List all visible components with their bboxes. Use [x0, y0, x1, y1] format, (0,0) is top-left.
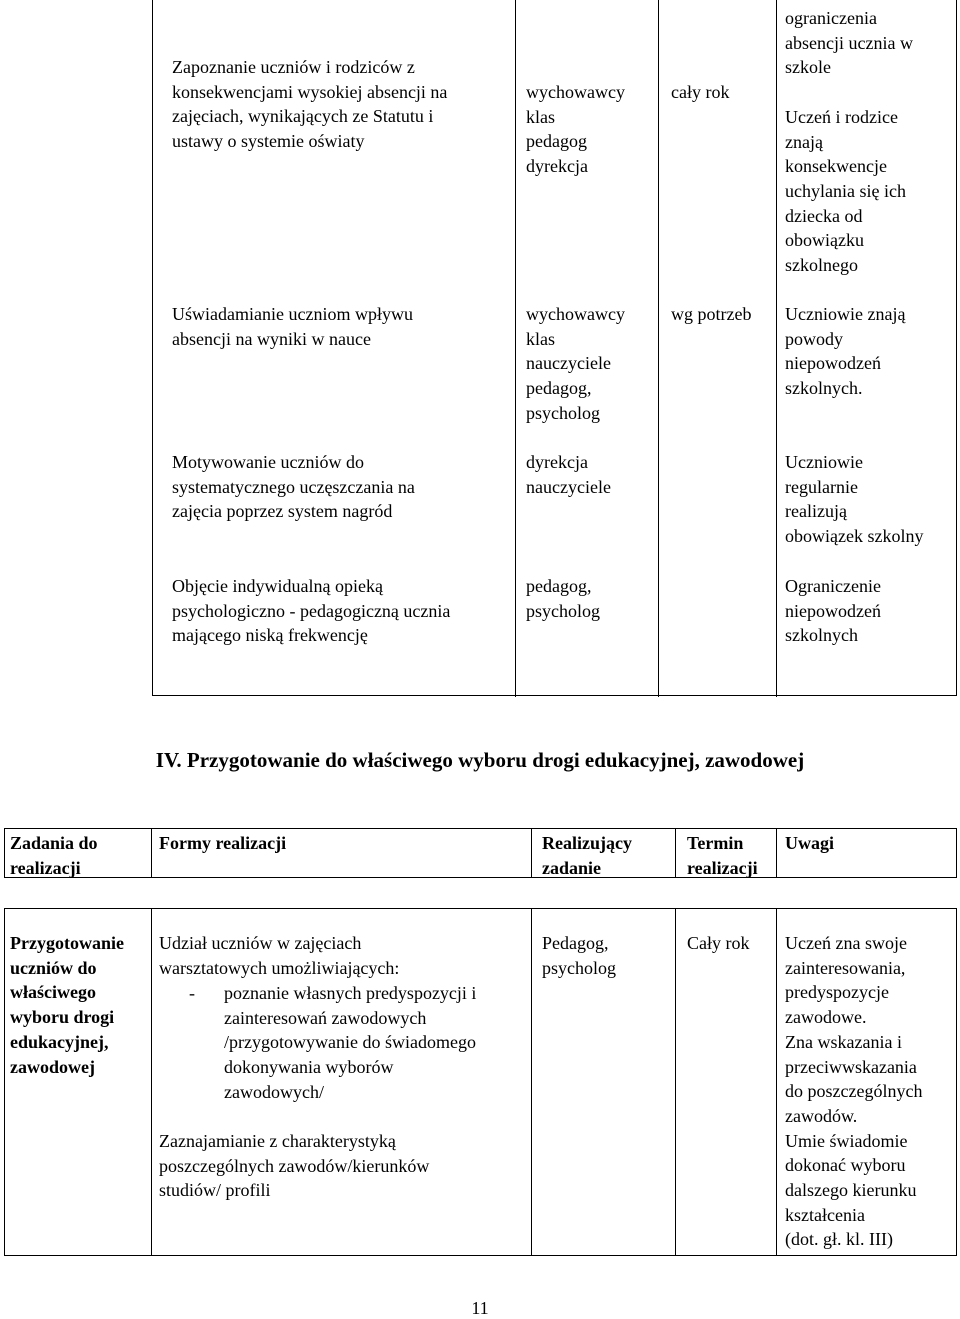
text-line: konsekwencje [785, 156, 887, 177]
text-line: zainteresowania, [785, 957, 906, 978]
text-line: realizacji [687, 857, 758, 878]
body-forms-extra [159, 1129, 429, 1203]
body-task-cell [10, 931, 124, 1079]
text-line: zawodowe. [785, 1007, 867, 1028]
text-line: Uczeń zna swoje [785, 933, 907, 953]
text-line: cały rok [671, 82, 730, 102]
bullet-marker: - [189, 983, 195, 1003]
header-table-divider [776, 829, 777, 877]
text-line: obowiązek szkolny [785, 526, 924, 547]
task-cell-4 [172, 574, 450, 648]
text-line: Pedagog, [542, 933, 609, 953]
text-line: do poszczególnych [785, 1081, 923, 1102]
text-line: klas [526, 328, 555, 349]
text-line: nauczyciele [526, 476, 611, 497]
text-line: poznanie własnych predyspozycji i [224, 983, 477, 1003]
text-line: dziecka od [785, 205, 863, 226]
header-table-divider [151, 829, 152, 877]
text-line: zajęcia poprzez system nagród [172, 501, 393, 522]
text-line: szkolnego [785, 255, 858, 276]
top-table-divider [658, 0, 659, 697]
text-line: wg potrzeb [671, 304, 752, 324]
body-table-divider [151, 909, 152, 1255]
text-line: pedagog [526, 131, 587, 152]
header-responsible [542, 831, 632, 880]
text-line: konsekwencjami wysokiej absencji na [172, 81, 448, 102]
text-line: zainteresowań zawodowych [224, 1007, 427, 1028]
text-line: Przygotowanie [10, 933, 124, 953]
text-line: Udział uczniów w zajęciach [159, 933, 362, 953]
text-line: Zadania do [10, 833, 98, 853]
body-table-divider [776, 909, 777, 1255]
text-line: niepowodzeń [785, 353, 881, 374]
text-line: zawodowych/ [224, 1081, 324, 1102]
text-line: Cały rok [687, 933, 750, 953]
text-line: kształcenia [785, 1204, 865, 1225]
text-line: zajęciach, wynikających ze Statutu i [172, 106, 434, 127]
header-tasks [10, 831, 98, 880]
notes-cell-3 [785, 450, 923, 549]
body-table-divider [675, 909, 676, 1255]
responsible-cell-3 [526, 450, 611, 499]
text-line: absencji na wyniki w nauce [172, 328, 371, 349]
text-line: Ograniczenie [785, 576, 881, 596]
text-line: zawodów. [785, 1105, 858, 1126]
text-line: pedagog, [526, 576, 592, 596]
body-forms-intro [159, 931, 399, 980]
text-line: Motywowanie uczniów do [172, 452, 364, 472]
notes-cell-2 [785, 302, 905, 401]
text-line: psychologiczno - pedagogiczną ucznia [172, 600, 451, 621]
text-line: klas [526, 106, 555, 127]
responsible-cell-4 [526, 574, 600, 623]
text-line: psycholog [542, 957, 616, 978]
text-line: szkole [785, 57, 831, 78]
task-cell-3 [172, 450, 415, 524]
header-notes [785, 831, 834, 856]
body-notes-cell [785, 931, 922, 1252]
text-line: psycholog [526, 600, 600, 621]
text-line: Uczeń i rodzice [785, 106, 898, 127]
text-line: Uczniowie [785, 452, 863, 472]
text-line: studiów/ profili [159, 1180, 271, 1201]
text-line: mającego niską frekwencję [172, 625, 368, 646]
text-line: Zaznajamianie z charakterystyką [159, 1131, 396, 1151]
text-line: psycholog [526, 402, 600, 423]
text-line: Zna wskazania i [785, 1031, 902, 1052]
text-line: zawodowej [10, 1056, 95, 1077]
text-line: realizacji [10, 857, 81, 878]
text-line: niepowodzeń [785, 600, 881, 621]
term-cell-1 [671, 80, 729, 105]
text-line: realizują [785, 501, 847, 522]
text-line: szkolnych [785, 625, 858, 646]
text-line: przeciwwskazania [785, 1056, 917, 1077]
text-line: Realizujący [542, 833, 632, 853]
text-line: ograniczenia [785, 8, 877, 28]
text-line: Objęcie indywidualną opieką [172, 576, 383, 596]
text-line: regularnie [785, 476, 858, 497]
notes-cell-4 [785, 574, 881, 648]
task-cell-2 [172, 302, 413, 351]
text-line: dalszego kierunku [785, 1180, 917, 1201]
body-responsible-cell [542, 931, 616, 980]
body-forms-bullet [224, 981, 476, 1105]
text-line: zadanie [542, 857, 602, 878]
header-term [687, 831, 758, 880]
text-line: (dot. gł. kl. III) [785, 1229, 893, 1250]
responsible-cell-1 [526, 80, 625, 179]
top-table-divider [515, 0, 516, 697]
text-line: ustawy o systemie oświaty [172, 131, 365, 152]
text-line: znają [785, 131, 823, 152]
text-line: warsztatowych umożliwiających: [159, 957, 400, 978]
notes-cell-1 [785, 6, 913, 278]
text-line: dyrekcja [526, 156, 588, 177]
header-forms [159, 831, 286, 856]
text-line: predyspozycje [785, 982, 889, 1003]
page-number: 11 [471, 1298, 489, 1318]
text-line: wychowawcy [526, 304, 625, 324]
text-line: Formy realizacji [159, 833, 287, 853]
text-line: Termin [687, 833, 744, 853]
text-line: wychowawcy [526, 82, 625, 102]
task-cell-1 [172, 55, 447, 154]
section-heading: IV. Przygotowanie do właściwego wyboru drogi edukacyjnej, zawodowej [155, 748, 805, 772]
text-line: edukacyjnej, [10, 1031, 109, 1052]
header-table-divider [675, 829, 676, 877]
term-cell-2 [671, 302, 751, 327]
text-line: szkolnych. [785, 378, 863, 399]
responsible-cell-2 [526, 302, 625, 426]
text-line: /przygotowywanie do świadomego [224, 1032, 476, 1053]
text-line: pedagog, [526, 378, 592, 399]
body-table-divider [531, 909, 532, 1255]
text-line: powody [785, 328, 843, 349]
text-line: dokonywania wyborów [224, 1057, 394, 1078]
text-line: absencji ucznia w [785, 32, 913, 53]
text-line: dyrekcja [526, 452, 588, 472]
text-line: nauczyciele [526, 353, 611, 374]
text-line: uczniów do [10, 957, 97, 978]
text-line: Zapoznanie uczniów i rodziców z [172, 57, 415, 77]
text-line: Uświadamianie uczniom wpływu [172, 304, 413, 324]
text-line: poszczególnych zawodów/kierunków [159, 1155, 430, 1176]
text-line: Uwagi [785, 833, 834, 853]
body-term-cell [687, 931, 750, 956]
text-line [785, 80, 913, 105]
text-line: Uczniowie znają [785, 304, 906, 324]
text-line: systematycznego uczęszczania na [172, 476, 415, 497]
text-line: dokonać wyboru [785, 1155, 906, 1176]
top-table-divider [776, 0, 777, 697]
text-line: Umie świadomie [785, 1130, 908, 1151]
text-line: uchylania się ich [785, 180, 906, 201]
text-line: właściwego [10, 982, 96, 1003]
text-line: obowiązku [785, 230, 864, 251]
header-table-divider [531, 829, 532, 877]
text-line: wyboru drogi [10, 1007, 115, 1028]
